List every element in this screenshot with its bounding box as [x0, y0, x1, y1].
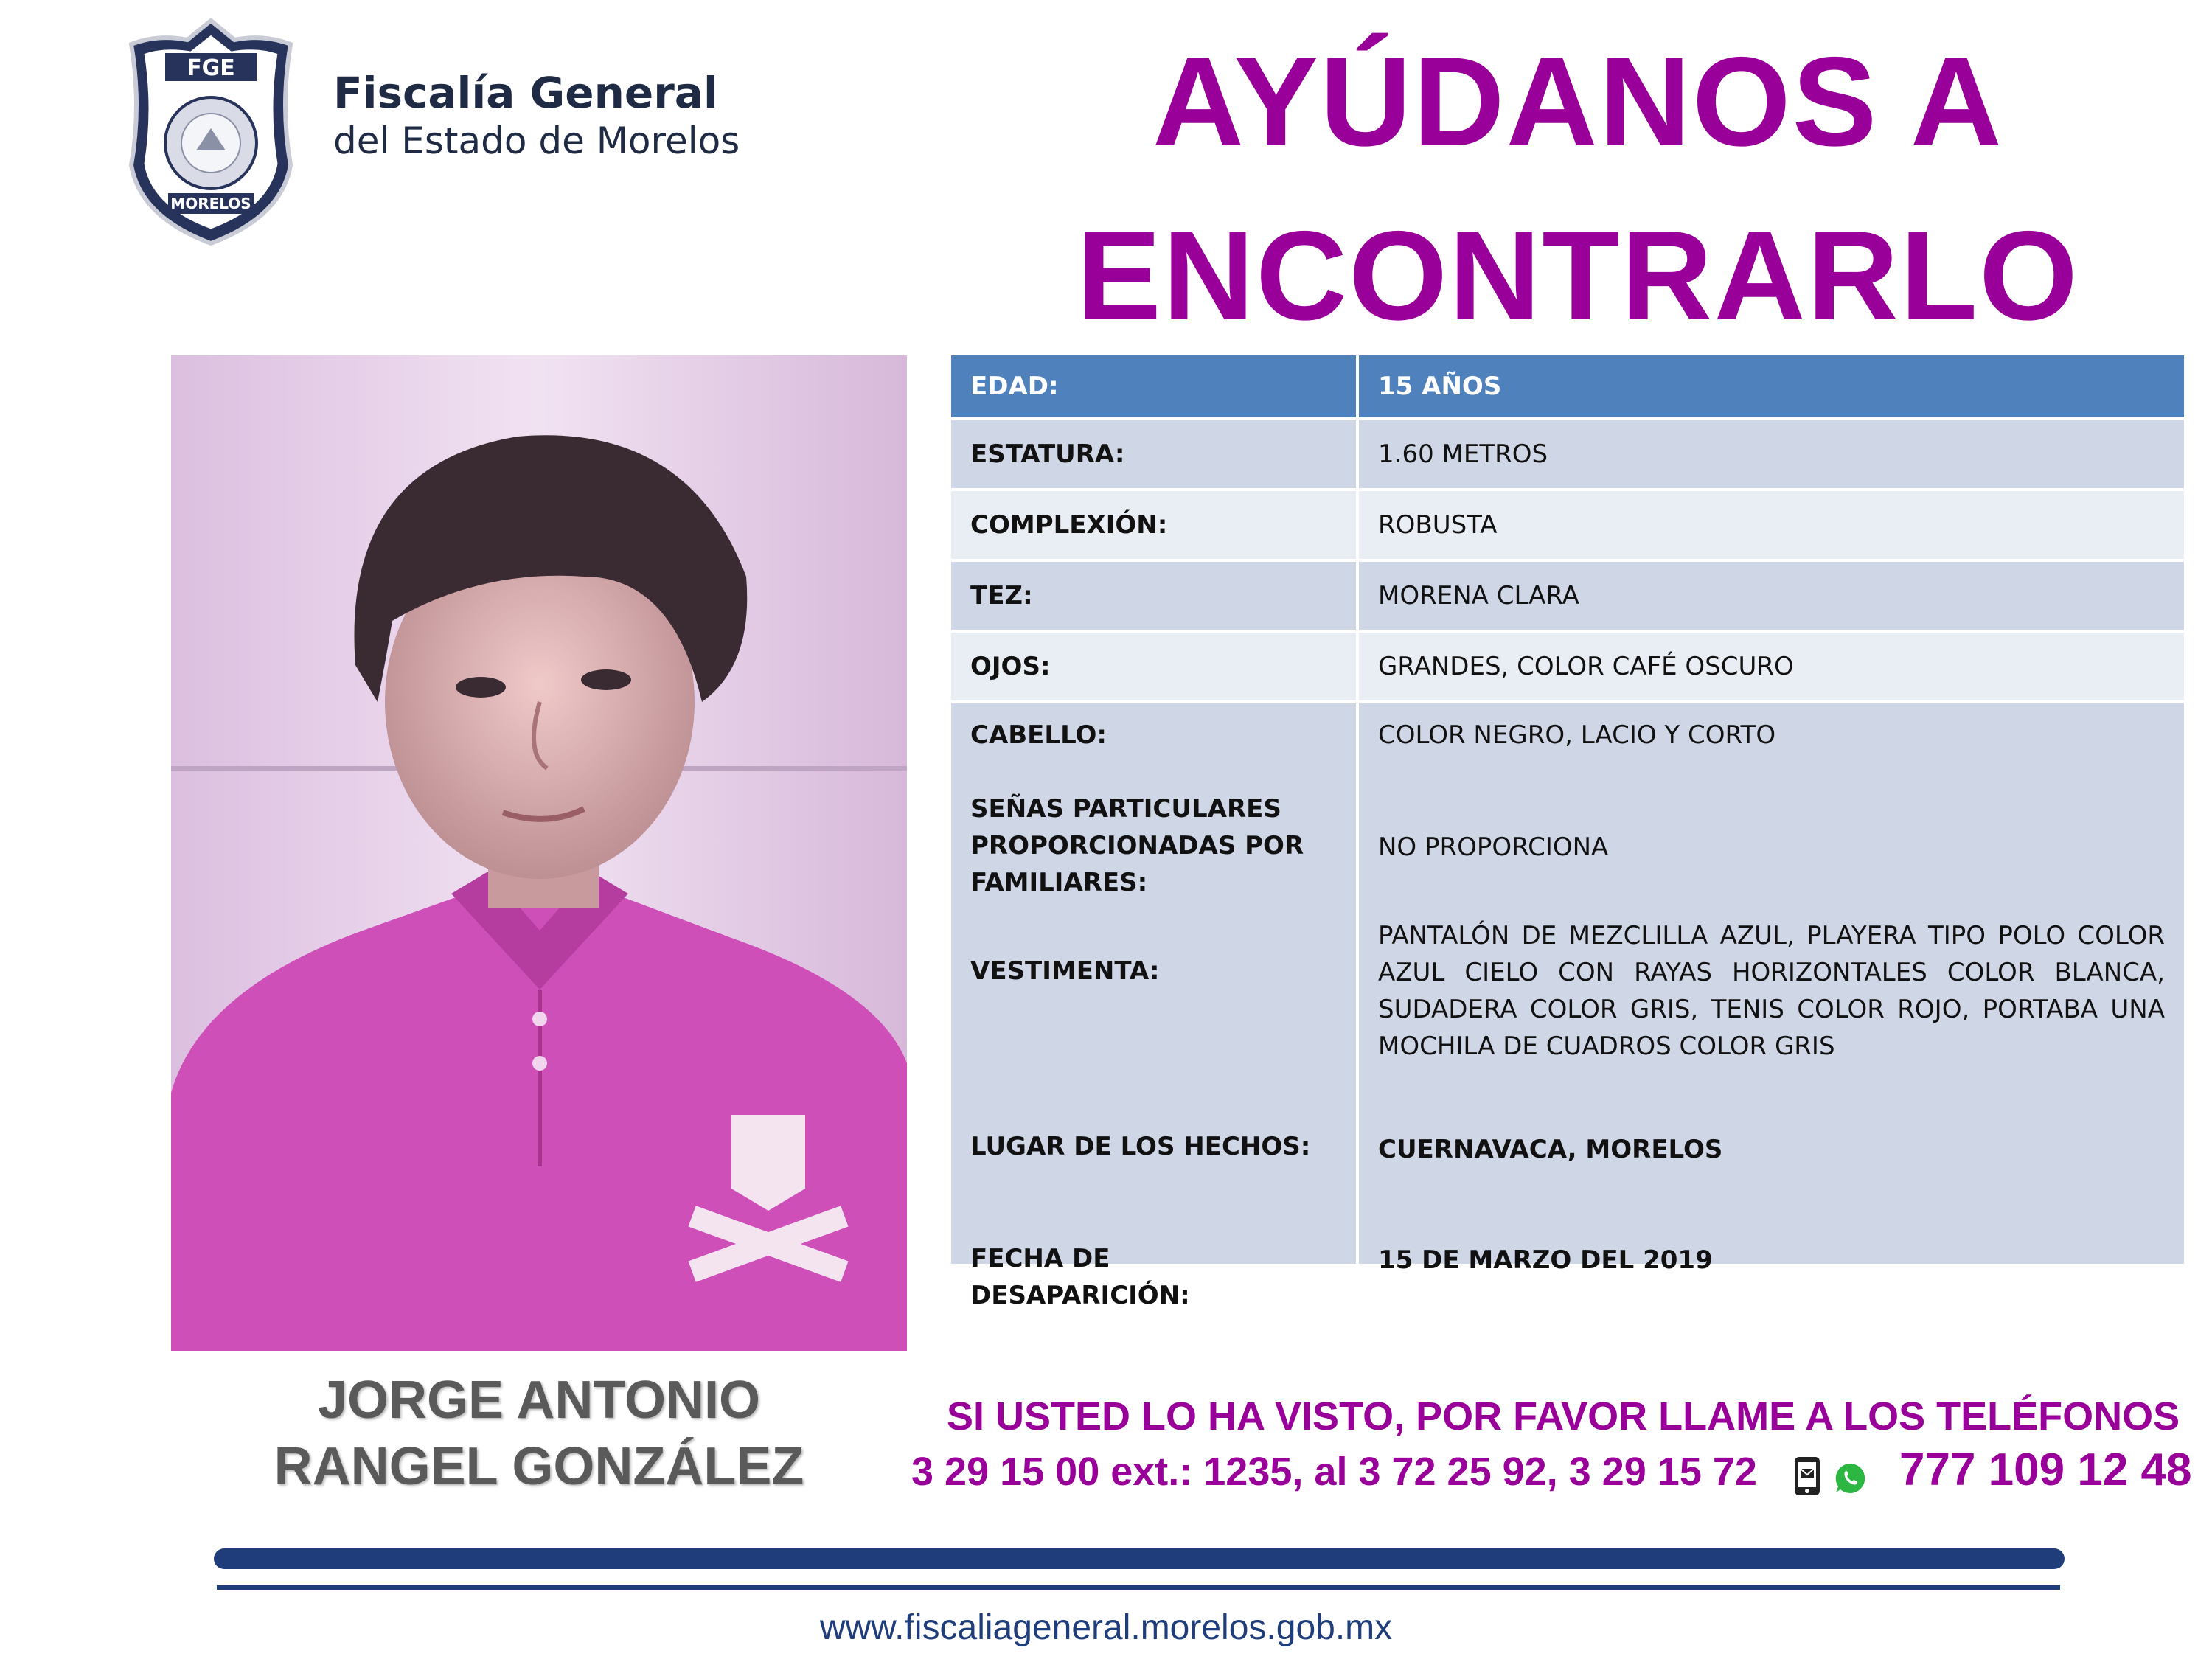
footer-rule-thin [217, 1585, 2060, 1590]
value-cabello: COLOR NEGRO, LACIO Y CORTO [1378, 720, 1776, 750]
label-edad: EDAD: [951, 355, 1356, 417]
footer-rule-thick [214, 1548, 2065, 1569]
org-subtitle: del Estado de Morelos [333, 119, 740, 162]
mobile-phone-icon [1793, 1455, 1821, 1497]
value-fecha: 15 DE MARZO DEL 2019 [1378, 1245, 1713, 1275]
main-phone-number: 777 109 12 48 [1899, 1444, 2192, 1495]
badge-state: MORELOS [170, 195, 251, 212]
details-labels-cell [951, 703, 1356, 1310]
description-table [951, 355, 2184, 1339]
whatsapp-icon [1833, 1461, 1867, 1495]
details-values-cell [1359, 703, 2184, 1275]
label-complexion: COMPLEXIÓN: [951, 491, 1356, 559]
value-vestimenta: PANTALÓN DE MEZCLILLA AZUL, PLAYERA TIPO POLO COLOR AZUL CIELO CON RAYAS HORIZONTALES COLOR BLANCA, SUDADERA COLOR GRIS, TENIS COLOR ROJO, PORTABA UNA MOCHILA DE CUADROS COLOR GRIS [1378, 921, 2165, 1061]
value-ojos: GRANDES, COLOR CAFÉ OSCURO [1359, 633, 2184, 700]
headline-line2: ENCONTRARLO [1077, 205, 2079, 347]
contact-prompt: SI USTED LO HA VISTO, POR FAVOR LLAME A LOS TELÉFONOS [947, 1394, 2180, 1439]
badge-acronym: FGE [187, 55, 235, 81]
label-vestimenta: VESTIMENTA: [970, 956, 1160, 986]
label-ojos: OJOS: [951, 633, 1356, 700]
value-lugar: CUERNAVACA, MORELOS [1378, 1135, 1723, 1164]
website-url: www.fiscaliageneral.morelos.gob.mx [819, 1608, 1393, 1647]
label-senas: SEÑAS PARTICULARES PROPORCIONADAS POR FAMILIARES: [970, 794, 1304, 897]
person-name-line1: JORGE ANTONIO [317, 1371, 761, 1430]
label-tez: TEZ: [951, 562, 1356, 630]
missing-person-photo [171, 355, 907, 1351]
value-tez: MORENA CLARA [1359, 562, 2184, 630]
value-edad: 15 AÑOS [1359, 355, 2184, 417]
label-fecha: FECHA DE DESAPARICIÓN: [970, 1244, 1190, 1310]
headline-line1: AYÚDANOS A [1152, 31, 2004, 173]
fge-badge-logo [124, 18, 298, 246]
value-complexion: ROBUSTA [1359, 491, 2184, 559]
person-name-line2: RANGEL GONZÁLEZ [274, 1437, 804, 1496]
label-lugar: LUGAR DE LOS HECHOS: [970, 1132, 1311, 1161]
label-cabello: CABELLO: [970, 720, 1107, 750]
org-name: Fiscalía General [333, 68, 718, 118]
value-senas: NO PROPORCIONA [1378, 832, 1609, 862]
contact-phone-list: 3 29 15 00 ext.: 1235, al 3 72 25 92, 3 29 15 72 [911, 1450, 1757, 1494]
label-estatura: ESTATURA: [951, 420, 1356, 488]
value-estatura: 1.60 METROS [1359, 420, 2184, 488]
